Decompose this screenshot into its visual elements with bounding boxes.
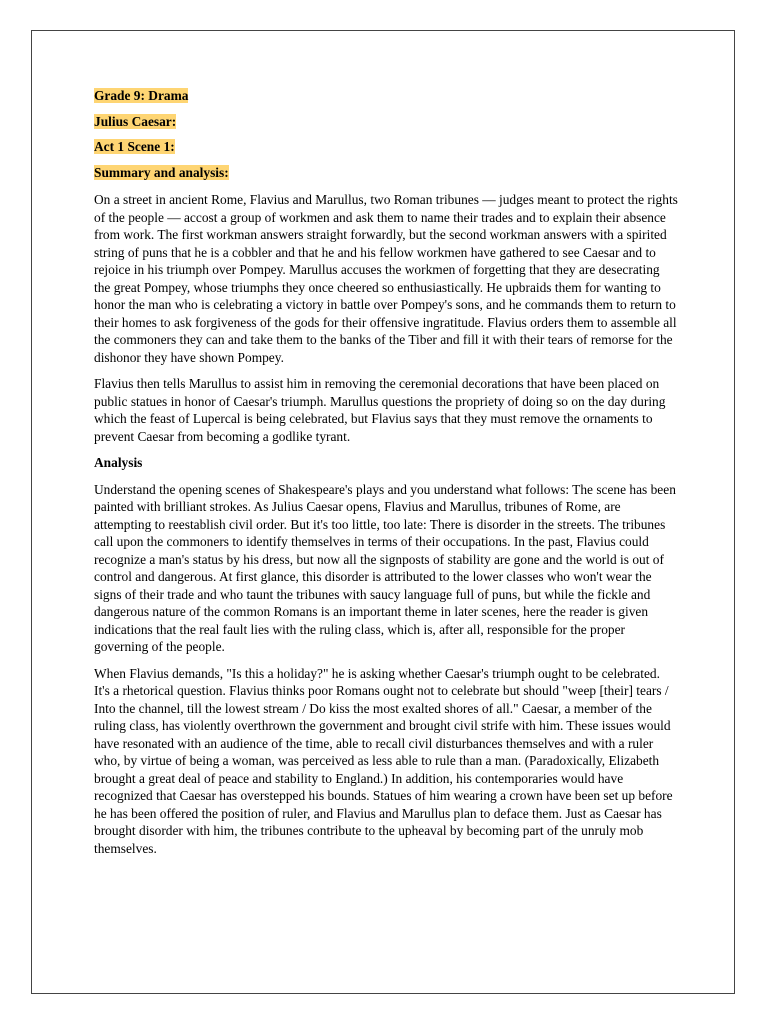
summary-paragraph-1: On a street in ancient Rome, Flavius and Marullus, two Roman tribunes — judges meant to protect the rights of the people — accost a group of workmen and ask them to name their trades and to explain their absence from work. The first workman answers straight forwardly, but the second workman answers with a spirited string of puns that he is a cobbler and that he and his fellow workmen have gathered to see Caesar and to rejoice in his triumph over Pompey. Marullus accuses the workmen of forgetting that they are desecrating the great Pompey, whose triumphs they once cheered so enthusiastically. He upbraids them for wanting to honor the man who is celebrating a victory in battle over Pompey's sons, and he commands them to return to their homes to ask forgiveness of the gods for their offensive ingratitude. Flavius orders them to assemble all the commoners they can and take them to the banks of the Tiber and fill it with their tears of remorse for the dishonor they have shown Pompey. — [94, 192, 678, 365]
scene-heading — [94, 138, 678, 156]
grade-heading — [94, 87, 678, 105]
analysis-paragraph-2: When Flavius demands, "Is this a holiday?" he is asking whether Caesar's triumph ought to be celebrated. It's a rhetorical question. Flavius thinks poor Romans ought not to celebrate but should "weep [their] tears / Into the channel, till the lowest stream / Do kiss the most exalted shores of all." Caesar, a member of the ruling class, has violently overthrown the government and brought civil strife with him. These issues would have resonated with an audience of the time, able to recall civil disturbances themselves and with a ruler who, by virtue of being a woman, was perceived as less able to rule than a man. (Paradoxically, Elizabeth brought a great deal of peace and stability to England.) In addition, his contemporaries would have recognized that Caesar has overstepped his bounds. Statues of him wearing a crown have been set up before he has been offered the position of ruler, and Flavius and Marullus plan to deface them. Just as Caesar has brought disorder with him, the tribunes contribute to the upheaval by becoming part of the unruly mob themselves. — [94, 665, 673, 856]
grade-heading-text: Grade 9: Drama — [94, 88, 189, 103]
analysis-paragraph-1: Understand the opening scenes of Shakespeare's plays and you understand what follows: The scene has been painted with brilliant strokes. As Julius Caesar opens, Flavius and Marullus, tribunes of Rome, are attempting to reestablish civil order. But it's too little, too late: There is disorder in the streets. The tribunes call upon the commoners to identify themselves in terms of their occupations. In the past, Flavius could recognize a man's status by his dress, but now all the signposts of stability are gone and the world is out of control and dangerous. At first glance, this disorder is attributed to the lower classes who won't wear the signs of their trade and who taunt the tribunes with saucy language full of puns, but while the fickle and dangerous nature of the common Romans is an important theme in later scenes, here the reader is given indications that the real fault lies with the ruling class, which is, after all, responsible for the proper governing of the people. — [94, 481, 676, 654]
play-heading — [94, 113, 678, 131]
summary-paragraph-2: Flavius then tells Marullus to assist him in removing the ceremonial decorations that have been placed on public statues in honor of Caesar's triumph. Marullus questions the propriety of doing so on the day during which the feast of Lupercal is being celebrated, but Flavius says that they must remove the ornaments to prevent Caesar from becoming a godlike tyrant. — [94, 376, 666, 444]
document-page — [31, 30, 735, 994]
summary-heading-text: Summary and analysis: — [94, 164, 229, 180]
document-content — [94, 87, 678, 866]
play-heading-text: Julius Caesar: — [94, 113, 177, 129]
scene-heading-text: Act 1 Scene 1: — [94, 139, 175, 154]
summary-heading — [94, 164, 678, 182]
analysis-heading: Analysis — [94, 455, 143, 470]
